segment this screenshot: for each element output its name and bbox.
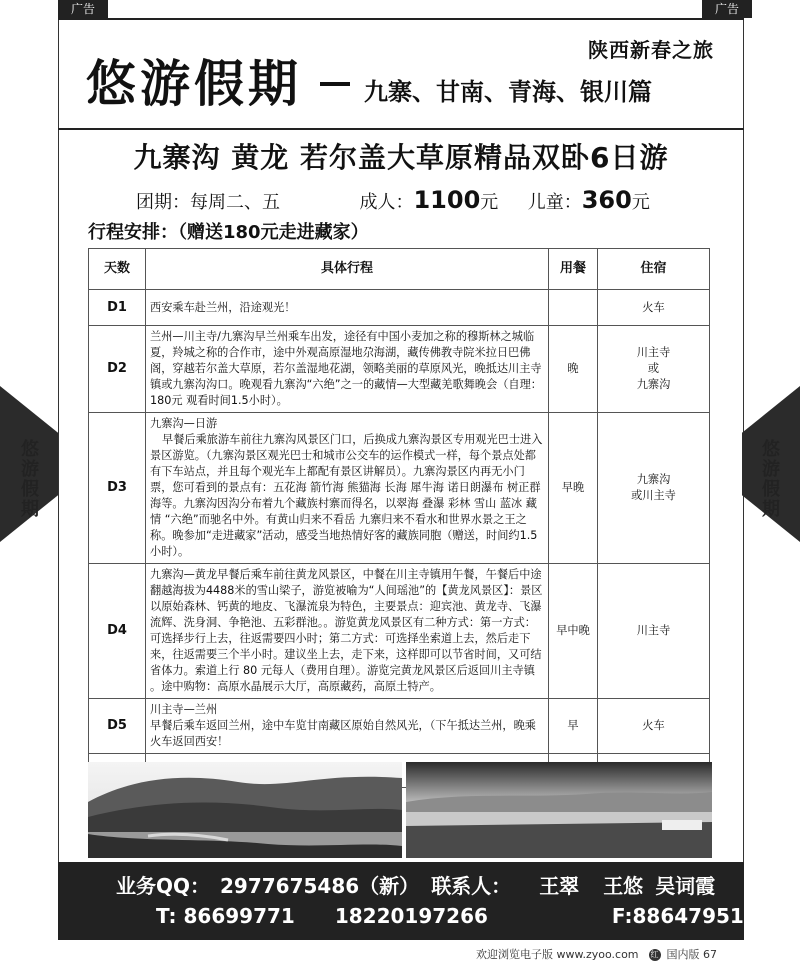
meal-cell: 晚 — [549, 326, 598, 413]
side-label-text: 悠游假期 — [21, 439, 39, 520]
tel-label: T: — [156, 904, 177, 928]
tour-title: 九寨沟 黄龙 若尔盖大草原精品双卧6日游 — [133, 141, 669, 174]
table-row — [89, 564, 710, 699]
stay-cell: 九寨沟 或川主寺 — [598, 413, 710, 564]
side-label-text: 悠游假期 — [762, 439, 780, 520]
brand-subtitle: 九寨、甘南、青海、银川篇 — [364, 78, 652, 106]
table-row — [89, 699, 710, 754]
brand-divider — [58, 128, 744, 130]
detail-line: 兰州—川主寺/九寨沟早兰州乘车出发，途径有中国小麦加之称的穆斯林之城临夏，羚城之称的合作市，途中外观高原湿地尕海湖，藏传佛教寺院米拉日巴佛阁，穿越若尔盖大草原，若尔盖湿地花湖，领略美丽的草原风光，晚抵达川主寺镇或九寨沟沟口。晚观看九寨沟“六绝”之一的藏情—大型藏羌歌舞晚会（自理：180元 观看时间1.5小时）。 — [150, 330, 542, 407]
detail-cell — [146, 290, 549, 326]
day-cell: D2 — [89, 326, 146, 413]
day-cell: D5 — [89, 699, 146, 754]
child-unit: 元 — [631, 192, 650, 213]
child-label: 儿童： — [527, 192, 582, 213]
footer — [476, 946, 717, 962]
qq-number[interactable]: 2977675486（新） — [220, 874, 420, 898]
brand-title: 悠游假期 — [86, 54, 302, 113]
grassland-lake-image — [406, 762, 712, 858]
landscape-photo-right — [406, 762, 712, 858]
tel-number-1[interactable]: 86699771 — [183, 904, 295, 928]
adult-label: 成人： — [359, 192, 414, 213]
mountain-lake-image — [88, 762, 402, 858]
schedule-price-row — [136, 186, 650, 214]
edition-page: 国内版 67 — [666, 948, 718, 961]
adult-price: 1100 — [413, 186, 481, 214]
contact-line-phone — [156, 904, 744, 928]
contact-line-qq — [116, 870, 715, 899]
fax-number[interactable]: 88647951 — [632, 904, 744, 928]
header-day: 天数 — [89, 249, 146, 290]
tel-number-2[interactable]: 18220197266 — [334, 904, 488, 928]
stay-cell: 火车 — [598, 699, 710, 754]
detail-line: 早餐后乘车返回兰州，途中车览甘南藏区原始自然风光，（下午抵达兰州，晚乘火车返回西安！ — [150, 719, 536, 748]
contact-person-2: 王悠 — [603, 874, 644, 898]
meal-cell: 早晚 — [549, 413, 598, 564]
stay-cell: 川主寺 — [598, 564, 710, 699]
contact-bar — [58, 862, 744, 940]
stay-cell: 川主寺 或 九寨沟 — [598, 326, 710, 413]
schedule-label: 团期： — [136, 192, 190, 213]
contact-person-1: 王翠 — [539, 874, 580, 898]
contact-person-label: 联系人： — [431, 874, 512, 898]
day-cell: D4 — [89, 564, 146, 699]
detail-cell — [146, 413, 549, 564]
fax-label: F: — [611, 904, 633, 928]
itinerary-heading: 行程安排：（赠送180元走进藏家） — [88, 222, 369, 243]
meal-cell — [549, 290, 598, 326]
brand-dash — [320, 82, 350, 86]
day-cell: D1 — [89, 290, 146, 326]
detail-cell — [146, 564, 549, 699]
table-row — [89, 326, 710, 413]
header-stay: 住宿 — [598, 249, 710, 290]
contact-person-3: 吴词霞 — [655, 874, 716, 898]
table-header-row — [89, 249, 710, 290]
edition-mark-icon: 红 — [650, 950, 659, 959]
meal-cell: 早 — [549, 699, 598, 754]
header-meal: 用餐 — [549, 249, 598, 290]
ad-tag-right: 广告 — [702, 0, 752, 18]
side-label-left — [5, 440, 55, 520]
ad-tag-left: 广告 — [58, 0, 108, 18]
brand-header — [58, 20, 744, 128]
detail-line: 九寨沟—黄龙早餐后乘车前往黄龙风景区，中餐在川主寺镇用午餐，午餐后中途翻越海拔为4488米的雪山梁子，游览被喻为“人间瑶池”的【黄龙风景区】：景区以原始森林、钙黄的地皮、飞瀑流泉为特色，主要景点：迎宾池、黄龙寺、飞瀑流辉、洗身洞、争艳池、五彩群池。。游览黄龙风景区有二种方式：第一方式：可选择步行上去，往返需要四小时；第二方式：可选择坐索道上去，然后走下来，往返需要三个半小时。建议坐上去，走下来，这样即可以节省时间，又可结省体力。索道上行 80 元每人（费用自理）。游览完黄龙风景区后返回川主寺镇 。途中购物：高原水晶展示大厅，高原藏药，高原土特产。 — [150, 568, 543, 693]
footer-text[interactable]: 欢迎浏览电子版 www.zyoo.com — [476, 948, 639, 961]
detail-line: 西安乘车赴兰州，沿途观光！ — [150, 300, 296, 314]
table-row — [89, 413, 710, 564]
table-row — [89, 290, 710, 326]
meal-cell: 早中晚 — [549, 564, 598, 699]
itinerary-table — [88, 248, 710, 788]
detail-cell — [146, 699, 549, 754]
header-details: 具体行程 — [146, 249, 549, 290]
detail-line: 川主寺—兰州 — [150, 703, 218, 716]
day-cell: D3 — [89, 413, 146, 564]
qq-label: 业务QQ： — [116, 874, 211, 898]
stay-cell: 火车 — [598, 290, 710, 326]
child-price: 360 — [581, 186, 632, 214]
detail-line: 九寨沟—日游 — [150, 417, 218, 430]
detail-cell — [146, 326, 549, 413]
adult-unit: 元 — [480, 192, 499, 213]
brand-tag: 陕西新春之旅 — [588, 38, 714, 62]
landscape-photo-left — [88, 762, 402, 858]
side-label-right — [746, 440, 796, 520]
schedule-value: 每周二、五 — [190, 192, 280, 213]
detail-line: 早餐后乘旅游车前往九寨沟风景区门口，后换成九寨沟景区专用观光巴士进入景区游览。（九寨沟景区观光巴士和城市公交车的运作模式一样，每个景点处都有下车站点，并且每个观光车上都配有景区讲解员）。九寨沟景区内再无小门票，您可看到的景点有：五花海 箭竹海 熊猫海 长海 犀牛海 诺日朗瀑布 树正群海等。九寨沟因沟分布着九个藏族村寨而得名，以翠海 叠瀑 彩林 雪山 蓝冰 藏情 “六绝”而驰名中外。有黄山归来不看岳 九寨归来不看水和世界水景之王之称。晚参加“走进藏家”活动，感受当地热情好客的藏族同胞（赠送，时间约1.5小时）。 — [150, 433, 543, 558]
